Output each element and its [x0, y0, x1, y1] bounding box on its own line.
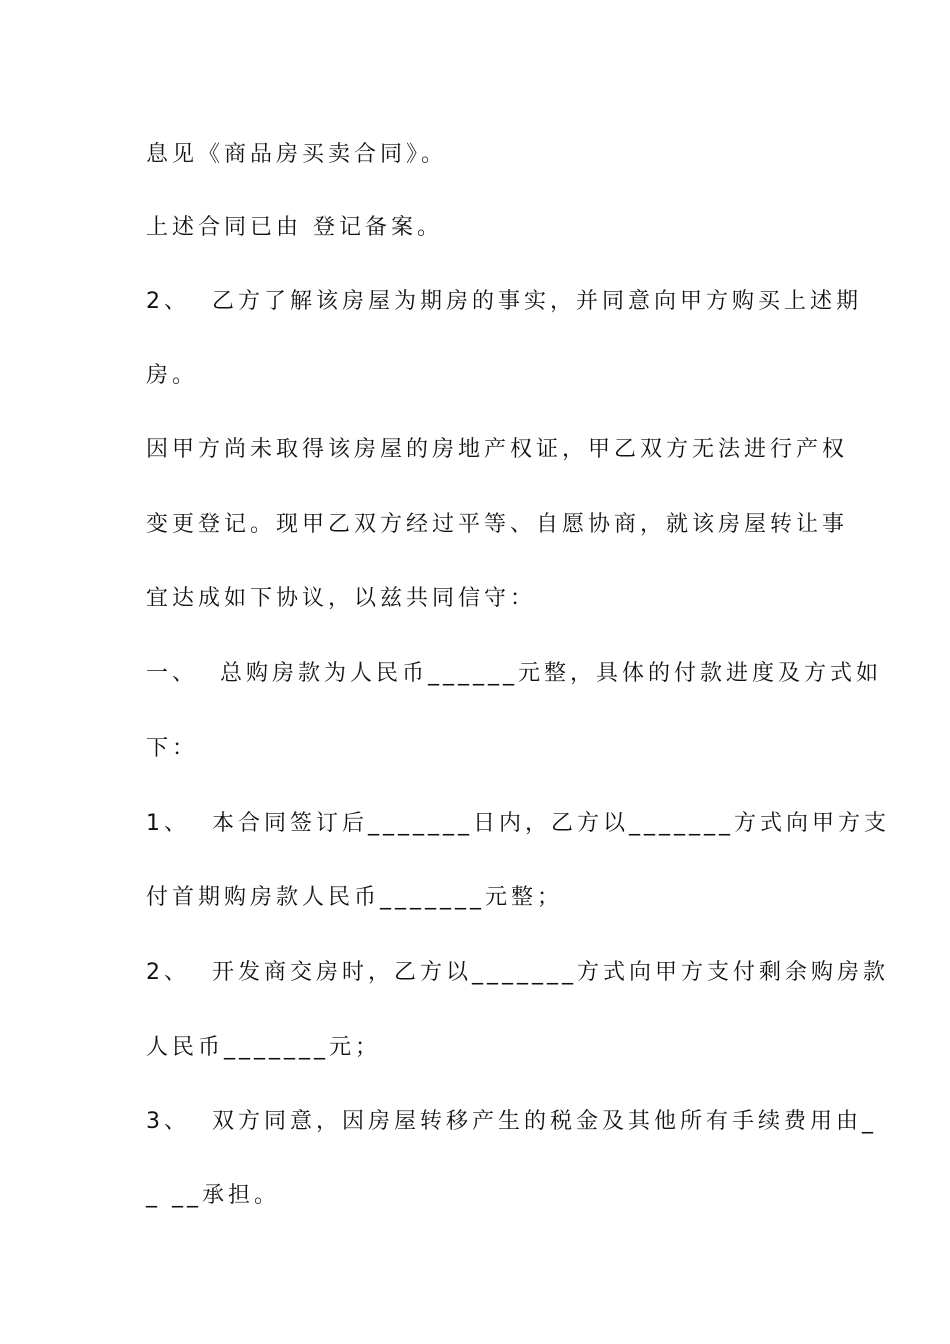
text-line: 付首期购房款人民币_______元整； [146, 885, 564, 910]
text-line: 息见《商品房买卖合同》。 [146, 142, 448, 167]
text-line: 2、 乙方了解该房屋为期房的事实，并同意向甲方购买上述期 [146, 289, 862, 314]
text-line: 因甲方尚未取得该房屋的房地产权证，甲乙双方无法进行产权 [146, 437, 849, 462]
text-line: 下： [146, 736, 199, 761]
text-line: 上述合同已由 登记备案。 [146, 215, 443, 240]
text-line: 1、 本合同签订后_______日内，乙方以_______方式向甲方支 [146, 811, 890, 836]
text-line: 2、 开发商交房时，乙方以_______方式向甲方支付剩余购房款 [146, 960, 889, 985]
text-line: 宜达成如下协议，以兹共同信守： [146, 586, 537, 611]
text-line: 3、 双方同意，因房屋转移产生的税金及其他所有手续费用由_ [146, 1109, 877, 1134]
text-line: 变更登记。现甲乙双方经过平等、自愿协商，就该房屋转让事 [146, 512, 849, 537]
text-line: _ __承担。 [146, 1183, 280, 1208]
text-line: 一、 总购房款为人民币______元整，具体的付款进度及方式如 [146, 661, 882, 686]
text-line: 人民币_______元； [146, 1035, 382, 1060]
text-line: 房。 [146, 363, 199, 388]
